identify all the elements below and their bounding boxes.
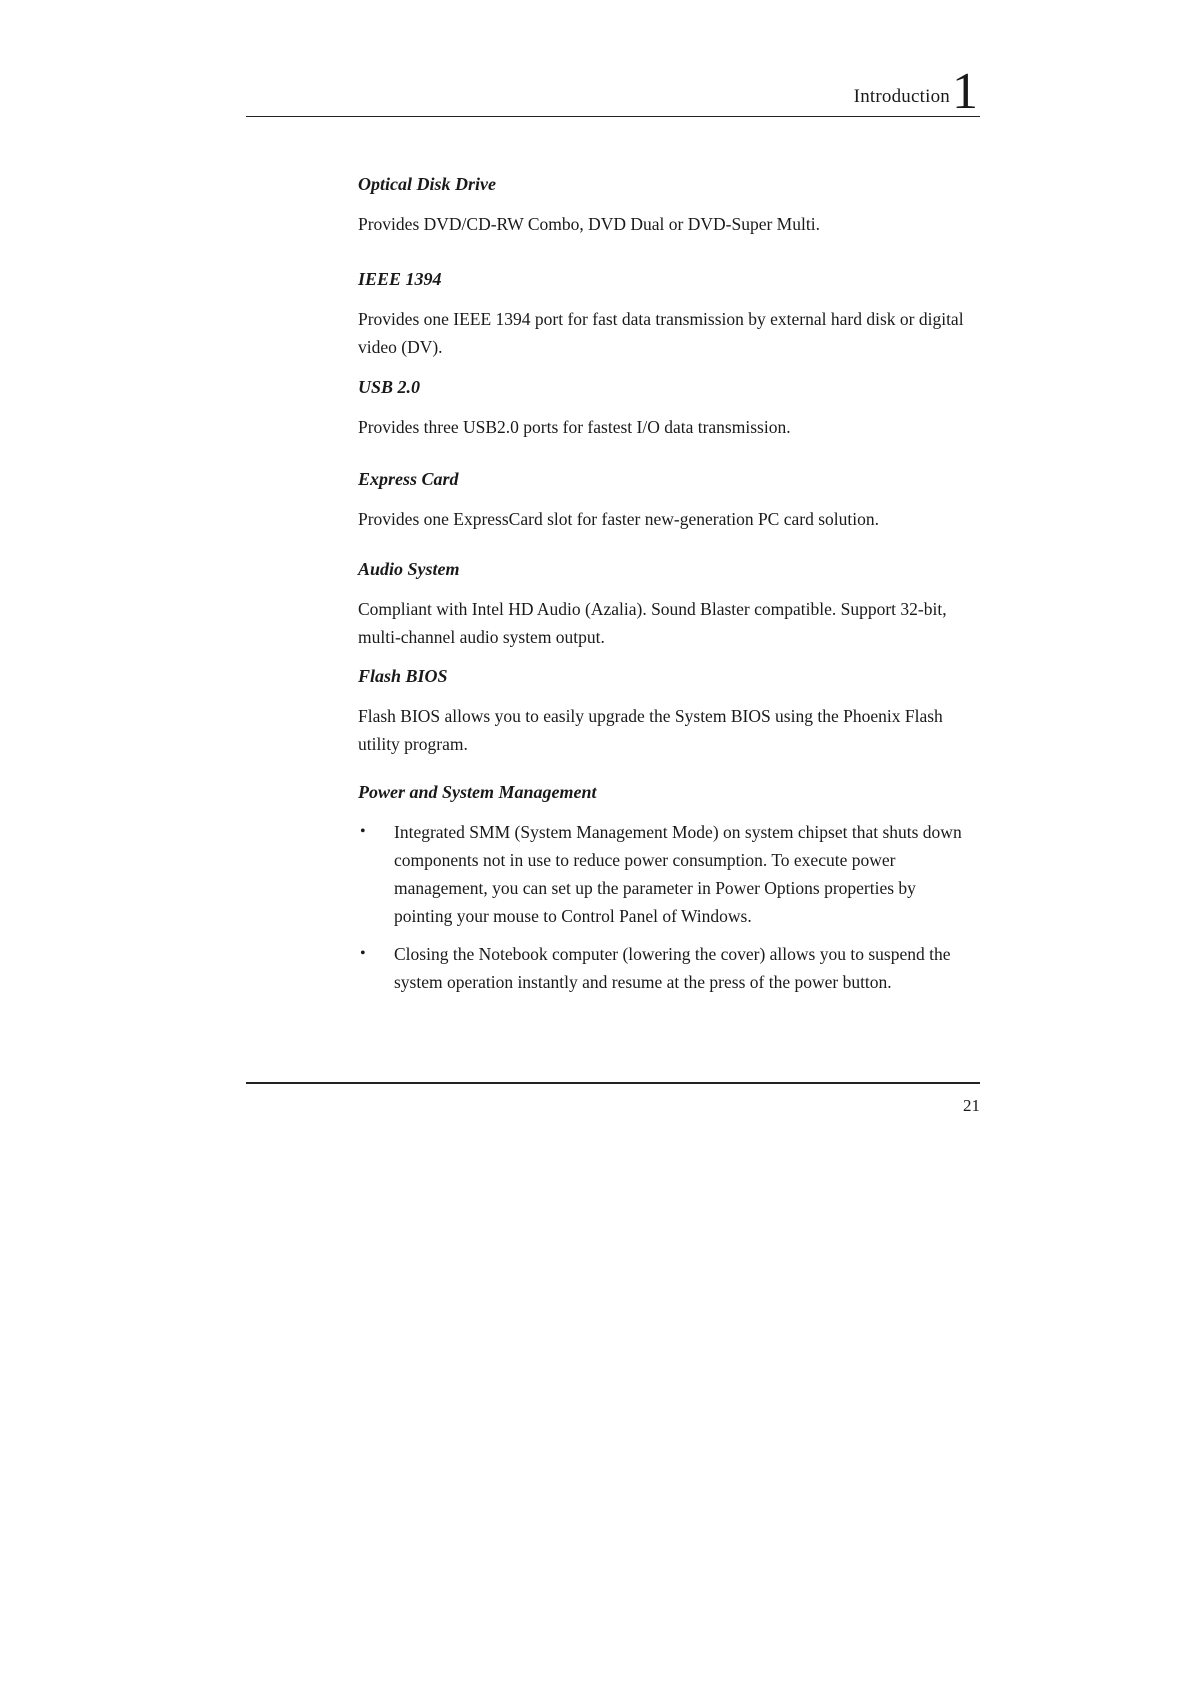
section-body: Provides three USB2.0 ports for fastest I/O data transmission. — [358, 417, 791, 437]
section-heading: IEEE 1394 — [358, 269, 442, 289]
section-heading: Power and System Management — [358, 782, 597, 802]
section-audio-system — [358, 557, 978, 664]
section-usb-2-0 — [358, 375, 978, 467]
page-number: 21 — [963, 1096, 980, 1115]
section-heading: USB 2.0 — [358, 377, 421, 397]
section-express-card — [358, 467, 978, 557]
section-flash-bios — [358, 664, 978, 780]
page-header — [246, 56, 980, 120]
bullet-icon: • — [360, 823, 366, 840]
section-heading: Audio System — [358, 559, 460, 579]
section-body: Provides one ExpressCard slot for faster new-generation PC card solution. — [358, 509, 879, 529]
section-heading: Flash BIOS — [358, 666, 448, 686]
section-ieee-1394 — [358, 267, 978, 375]
section-optical-disk-drive — [358, 172, 978, 267]
chapter-number: 1 — [952, 63, 978, 120]
list-item-text: Closing the Notebook computer (lowering the cover) allows you to suspend the system operation instantly and resume at the press of the power button. — [394, 944, 951, 992]
section-body: Flash BIOS allows you to easily upgrade the System BIOS using the Phoenix Flash utility program. — [358, 706, 943, 754]
page-content — [358, 172, 978, 996]
section-heading: Optical Disk Drive — [358, 174, 496, 194]
bullet-list — [358, 818, 978, 996]
section-body: Compliant with Intel HD Audio (Azalia). Sound Blaster compatible. Support 32-bit, multi-channel audio system output. — [358, 599, 947, 647]
section-body: Provides DVD/CD-RW Combo, DVD Dual or DVD-Super Multi. — [358, 214, 820, 234]
list-item-text: Integrated SMM (System Management Mode) on system chipset that shuts down components not in use to reduce power consumption. To execute power management, you can set up the parameter in Power Options properties by pointing your mouse to Control Panel of Windows. — [394, 822, 962, 926]
header-title: Introduction — [853, 86, 950, 107]
section-heading: Express Card — [358, 469, 459, 489]
section-body: Provides one IEEE 1394 port for fast data transmission by external hard disk or digital video (DV). — [358, 309, 964, 357]
list-item — [358, 818, 978, 930]
section-power-and-system-management — [358, 780, 978, 996]
list-item — [358, 940, 978, 996]
page-footer — [246, 1082, 980, 1115]
bullet-icon: • — [360, 945, 366, 962]
